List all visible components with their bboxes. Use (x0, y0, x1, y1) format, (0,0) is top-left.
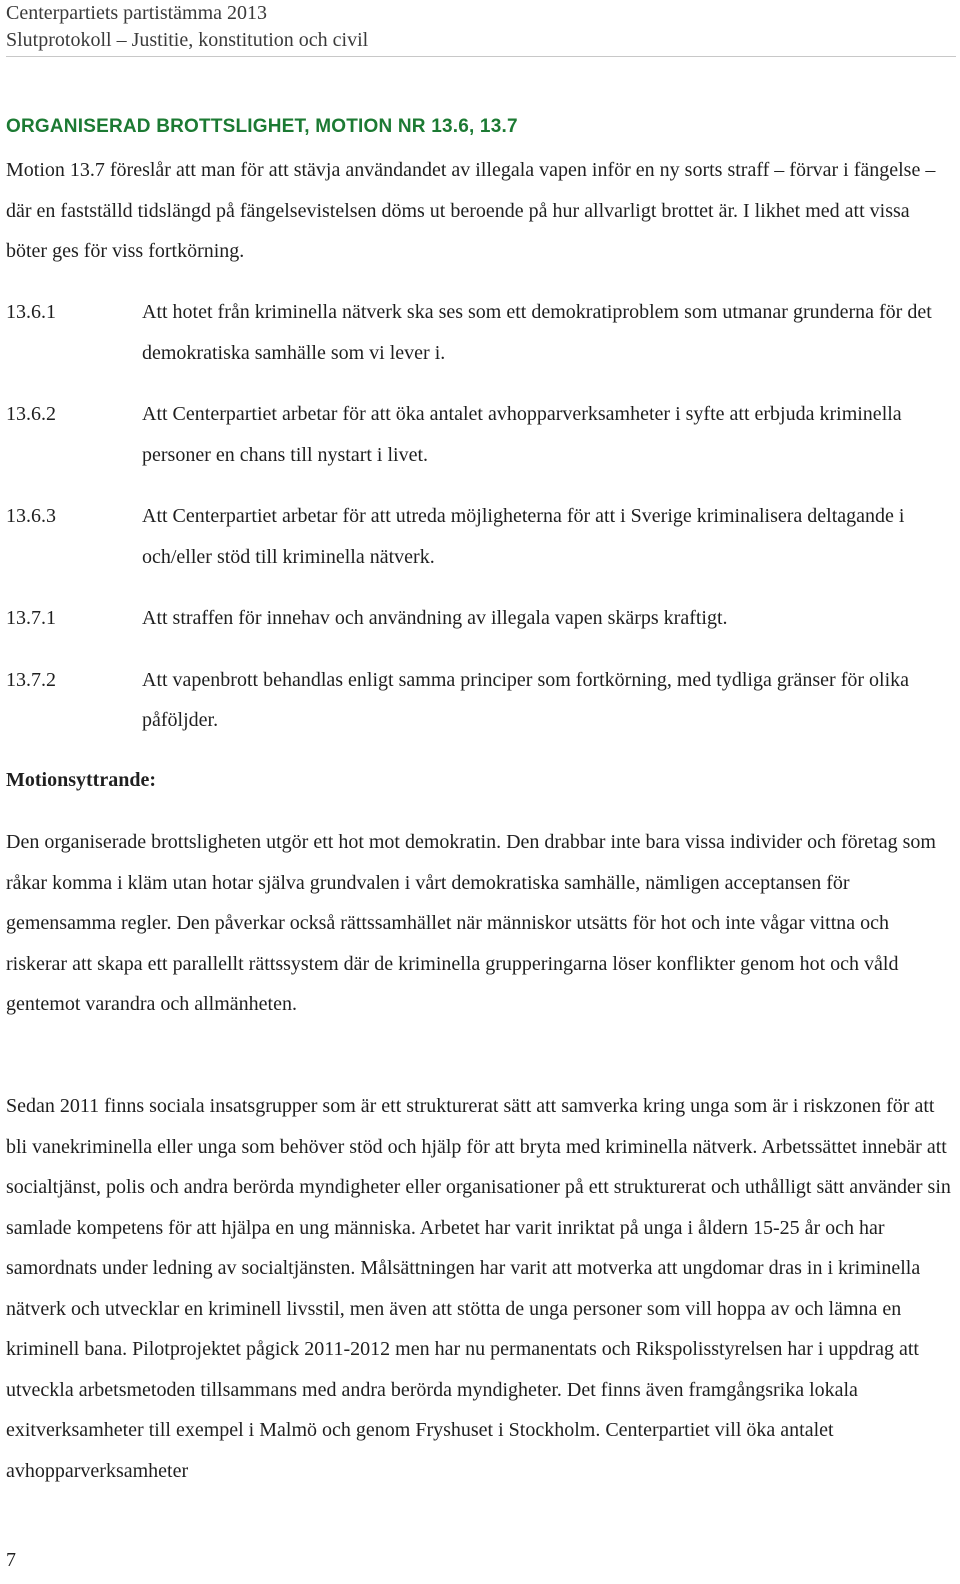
proposal-number: 13.6.1 (6, 301, 56, 323)
proposal-number: 13.6.3 (6, 505, 56, 527)
proposal-text: Att Centerpartiet arbetar för att öka antalet avhopparverksamheter i syfte att erbjuda kriminella personer en chans till nystart i livet. (142, 403, 902, 466)
response-paragraph-2: Sedan 2011 finns sociala insatsgrupper som är ett strukturerat sätt att samverka kring unga som är i riskzonen för att bli vanekriminella eller unga som behöver stöd och hjälp för att bryta med kriminella nätverk. Arbetssättet innebär att socialtjänst, polis och andra berörda myndigheter eller organisationer på ett strukturerat och uthålligt sätt använder sin samlade kompetens för att hjälpa en ung människa. Arbetet har varit inriktat på unga i åldern 15-25 år och har samordnats under ledning av socialtjänsten. Målsättningen har varit att motverka att ungdomar dras in i kriminella nätverk och utvecklar en kriminell livsstil, men även att stötta de unga personer som vill hoppa av och lämna en kriminell bana. Pilotprojektet pågick 2011-2012 men har nu permanentats och Rikspolisstyrelsen har i uppdrag att utveckla arbetsmetoden tillsammans med andra berörda myndigheter. Det finns även framgångsrika lokala exitverksamheter till exempel i Malmö och genom Fryshuset i Stockholm. Centerpartiet vill öka antalet avhopparverksamheter (6, 1095, 951, 1482)
proposal-text: Att Centerpartiet arbetar för att utreda möjligheterna för att i Sverige kriminalisera deltagande i och/eller stöd till kriminella nätverk. (142, 505, 905, 568)
proposal-number: 13.6.2 (6, 403, 56, 425)
proposal-text: Att straffen för innehav och användning av illegala vapen skärps kraftigt. (142, 607, 728, 629)
response-paragraph-1: Den organiserade brottsligheten utgör ett hot mot demokratin. Den drabbar inte bara vissa individer och företag som råkar komma i kläm utan hotar själva grundvalen i vårt demokratiska samhälle, nämligen acceptansen för gemensamma regler. Den påverkar också rättssamhället när människor utsätts för hot och inte vågar vittna och riskerar att skapa ett parallellt rättssystem där de kriminella grupperingarna löser konflikter genom hot och våld gentemot varandra och allmänheten. (6, 831, 936, 1015)
page-number: 7 (6, 1549, 16, 1571)
proposal-item (6, 660, 951, 741)
section-title: ORGANISERAD BROTTSLIGHET, MOTION NR 13.6, 13.7 (6, 116, 518, 137)
proposal-list (6, 292, 951, 762)
proposal-number: 13.7.1 (6, 607, 56, 629)
proposal-item (6, 292, 951, 373)
proposal-item (6, 496, 951, 577)
page-header (6, 0, 956, 57)
header-line-2: Slutprotokoll – Justitie, konstitution och civil (6, 29, 369, 51)
intro-paragraph: Motion 13.7 föreslår att man för att stävja användandet av illegala vapen inför en ny sorts straff – förvar i fängelse – där en fastställd tidslängd på fängelsevistelsen döms ut beroende på hur allvarligt brottet är. I likhet med att vissa böter ges för viss fortkörning. (6, 159, 936, 262)
proposal-item (6, 598, 951, 639)
motion-response-heading: Motionsyttrande: (6, 769, 156, 791)
proposal-number: 13.7.2 (6, 668, 56, 691)
proposal-text: Att vapenbrott behandlas enligt samma principer som fortkörning, med tydliga gränser för olika påföljder. (142, 668, 910, 731)
header-line-1: Centerpartiets partistämma 2013 (6, 2, 268, 24)
proposal-text: Att hotet från kriminella nätverk ska ses som ett demokratiproblem som utmanar grunderna för det demokratiska samhälle som vi lever i. (142, 301, 932, 364)
proposal-item (6, 394, 951, 475)
